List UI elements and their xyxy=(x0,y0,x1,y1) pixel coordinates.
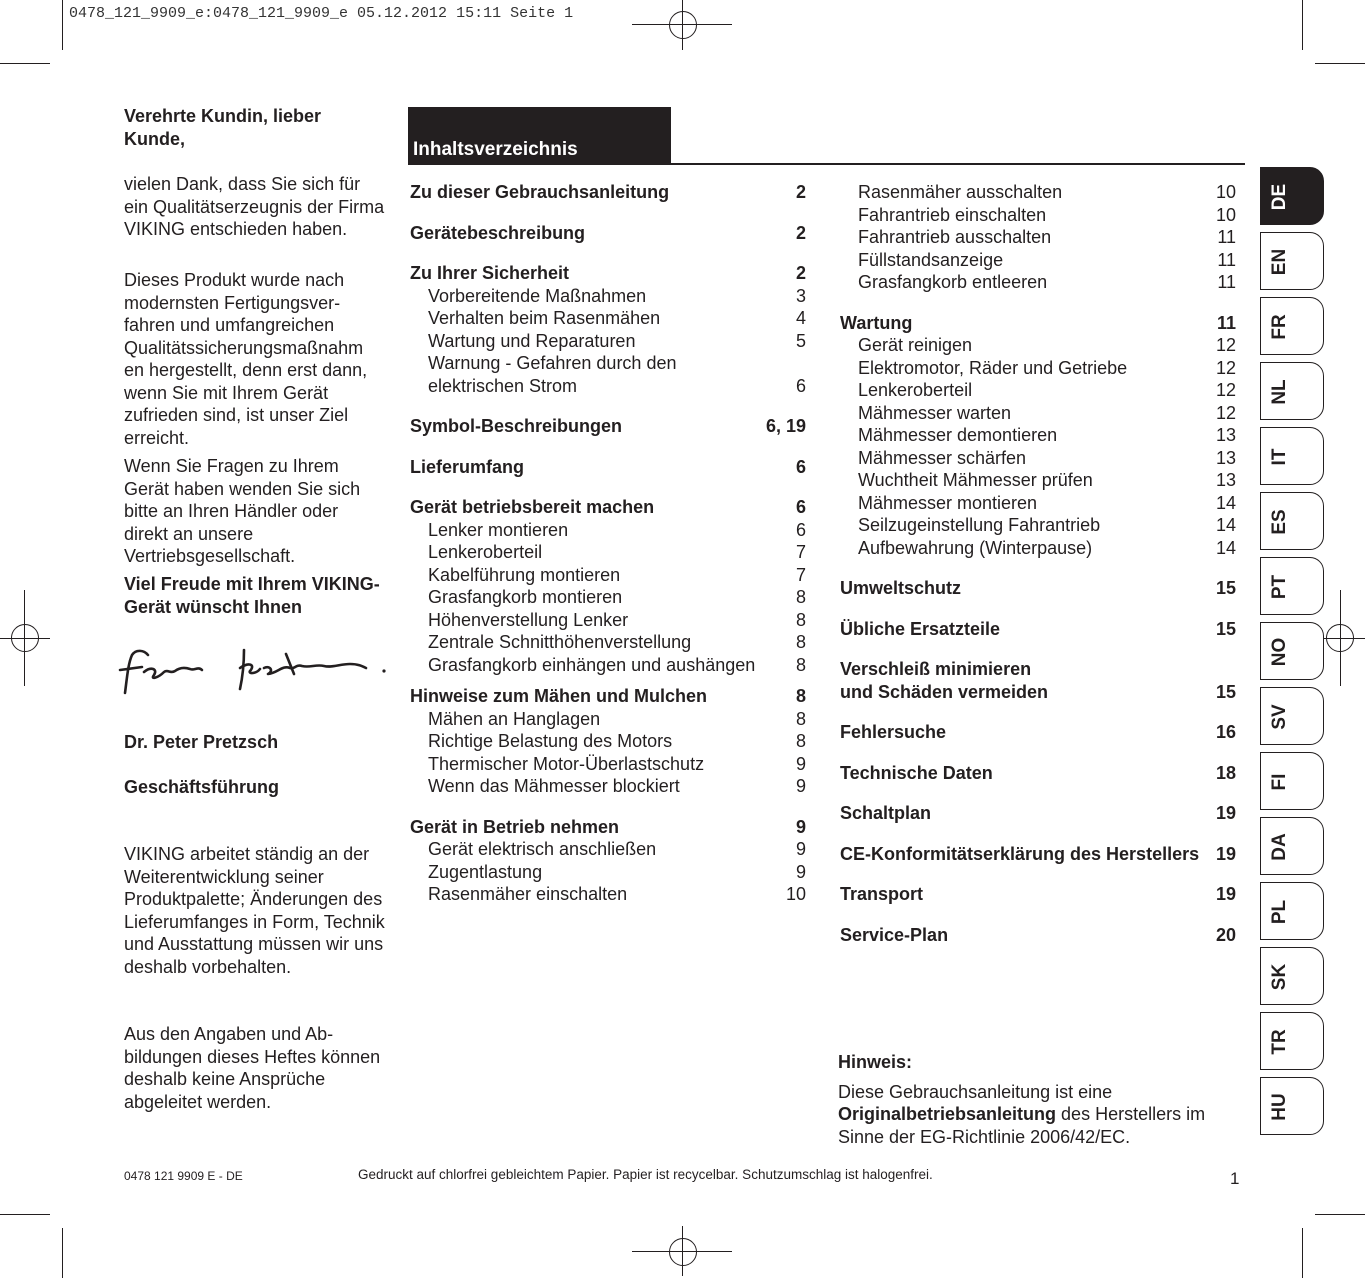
toc-entry-page: 13 xyxy=(1215,425,1236,445)
toc-spacer xyxy=(840,294,1236,312)
toc-section-entry[interactable] xyxy=(410,285,806,308)
toc-section-entry[interactable] xyxy=(840,469,1236,492)
toc-spacer xyxy=(840,600,1236,618)
toc-entry-title: Übliche Ersatzteile xyxy=(840,618,1001,639)
closing-line: Viel Freude mit Ihrem VIKING-Gerät wünscht Ihnen xyxy=(124,574,380,617)
toc-spacer xyxy=(840,906,1236,924)
toc-spacer xyxy=(410,204,806,222)
language-tab-fr[interactable] xyxy=(1260,297,1324,355)
toc-entry-page: 10 xyxy=(1215,182,1236,202)
toc-section-entry[interactable] xyxy=(410,352,806,375)
toc-chapter-entry[interactable] xyxy=(410,456,806,479)
toc-column-right xyxy=(840,181,1236,946)
toc-section-entry[interactable] xyxy=(410,307,806,330)
toc-entry-title: Technische Daten xyxy=(840,762,993,783)
toc-chapter-entry[interactable] xyxy=(840,681,1236,704)
language-tab-tr[interactable] xyxy=(1260,1012,1324,1070)
toc-entry-title: Wartung und Reparaturen xyxy=(428,330,636,351)
toc-spacer xyxy=(840,825,1236,843)
crop-mark xyxy=(0,1214,50,1215)
toc-entry-page: 14 xyxy=(1215,492,1236,513)
toc-entry-page: 6 xyxy=(795,375,806,396)
toc-entry-title: Rasenmäher einschalten xyxy=(428,884,628,904)
toc-entry-page: 4 xyxy=(795,308,806,328)
toc-entry-page: 8 xyxy=(795,654,806,675)
toc-title: Inhaltsverzeichnis xyxy=(413,139,578,160)
crop-mark xyxy=(1302,1228,1303,1278)
toc-entry-title: Thermischer Motor-Überlastschutz xyxy=(428,753,705,774)
toc-entry-title: Service-Plan xyxy=(840,924,949,945)
toc-entry-title: Zu Ihrer Sicherheit xyxy=(410,263,570,283)
toc-entry-page: 7 xyxy=(795,564,806,585)
toc-entry-title: Aufbewahrung (Winterpause) xyxy=(858,537,1093,558)
registration-mark xyxy=(669,1238,697,1266)
toc-section-entry[interactable] xyxy=(840,204,1236,227)
toc-entry-title: Verhalten beim Rasenmähen xyxy=(428,308,661,328)
toc-entry-page: 12 xyxy=(1215,380,1236,400)
crop-mark xyxy=(1315,63,1365,64)
toc-entry-page: 8 xyxy=(795,587,806,607)
toc-column-left xyxy=(410,181,806,906)
toc-entry-page: 6, 19 xyxy=(765,416,806,436)
intro-paragraph: vielen Dank, dass Sie sich für ein Qualitätserzeugnis der Firma VIKING entschieden haben. xyxy=(124,174,385,239)
toc-section-entry[interactable] xyxy=(840,514,1236,537)
language-tab-label: FR xyxy=(1269,314,1290,340)
language-tab-label: ES xyxy=(1269,509,1290,535)
toc-entry-page: 14 xyxy=(1215,537,1236,558)
toc-entry-title: Symbol-Beschreibungen xyxy=(410,416,623,436)
hint-box xyxy=(838,1051,1238,1148)
toc-entry-page: 13 xyxy=(1215,447,1236,468)
toc-entry-page: 7 xyxy=(795,542,806,562)
toc-entry-page: 11 xyxy=(1216,312,1236,333)
toc-entry-page: 8 xyxy=(795,609,806,630)
toc-section-entry[interactable] xyxy=(410,330,806,353)
toc-entry-title: Zugentlastung xyxy=(428,861,543,882)
toc-chapter-entry[interactable] xyxy=(410,222,806,245)
toc-entry-page: 19 xyxy=(1215,884,1236,904)
language-tab-label: EN xyxy=(1269,248,1290,276)
language-tab-label: HU xyxy=(1269,1093,1290,1121)
toc-section-entry[interactable] xyxy=(840,271,1236,294)
toc-spacer xyxy=(840,559,1236,577)
toc-spacer xyxy=(410,438,806,456)
language-tab-sv[interactable] xyxy=(1260,687,1324,745)
language-tab-label: SV xyxy=(1269,704,1290,730)
hint-title: Hinweis: xyxy=(838,1052,913,1072)
toc-entry-page: 18 xyxy=(1215,762,1236,783)
toc-spacer xyxy=(840,744,1236,762)
toc-entry-title: Transport xyxy=(840,884,924,904)
toc-entry-title: Gerät reinigen xyxy=(858,335,973,355)
toc-entry-page: 19 xyxy=(1215,843,1236,864)
toc-entry-page xyxy=(776,352,806,375)
toc-section-entry[interactable] xyxy=(840,226,1236,249)
toc-entry-page: 6 xyxy=(795,497,806,517)
toc-chapter-entry[interactable] xyxy=(840,883,1236,906)
signer-role: Geschäftsführung xyxy=(124,777,280,797)
toc-entry-page: 8 xyxy=(795,708,806,729)
language-tab-it[interactable] xyxy=(1260,427,1324,485)
toc-entry-title: Höhenverstellung Lenker xyxy=(428,609,629,630)
language-tab-pl[interactable] xyxy=(1260,882,1324,940)
toc-entry-page: 14 xyxy=(1215,515,1236,535)
toc-entry-page: 12 xyxy=(1215,402,1236,423)
toc-chapter-entry[interactable] xyxy=(840,312,1236,335)
language-tab-es[interactable] xyxy=(1260,492,1324,550)
toc-spacer xyxy=(840,703,1236,721)
toc-spacer xyxy=(410,244,806,262)
toc-chapter-entry[interactable] xyxy=(840,721,1236,744)
toc-section-entry[interactable] xyxy=(840,334,1236,357)
toc-entry-page: 6 xyxy=(795,456,806,477)
toc-entry-title: Grasfangkorb entleeren xyxy=(858,272,1048,292)
toc-entry-title: Elektromotor, Räder und Getriebe xyxy=(858,357,1128,378)
toc-section-entry[interactable] xyxy=(410,654,806,677)
language-tab-label: DA xyxy=(1269,833,1290,861)
toc-section-entry[interactable] xyxy=(410,753,806,776)
language-tab-label: IT xyxy=(1269,448,1290,466)
toc-entry-page: 12 xyxy=(1215,357,1236,378)
toc-section-entry[interactable] xyxy=(410,609,806,632)
print-slug: 0478_121_9909_e:0478_121_9909_e 05.12.2012 15:11 Seite 1 xyxy=(69,5,574,22)
toc-entry-title: Wartung xyxy=(840,312,913,333)
toc-entry-title: Umweltschutz xyxy=(840,578,962,598)
toc-section-entry[interactable] xyxy=(840,447,1236,470)
crop-mark xyxy=(1302,0,1303,50)
toc-entry-title: Lenkeroberteil xyxy=(428,542,543,562)
toc-entry-title: Zu dieser Gebrauchsanleitung xyxy=(410,182,670,202)
toc-entry-page: 11 xyxy=(1217,227,1236,247)
toc-entry-title: Gerät in Betrieb nehmen xyxy=(410,816,620,837)
disclaimer-paragraph: VIKING arbeitet ständig an der Weiterentwicklung seiner Produktpalette; Änderungen des Lieferumfanges in Form, Technik und Ausstattung müssen wir uns deshalb vorbehalten. xyxy=(124,844,385,977)
toc-entry-page: 9 xyxy=(795,839,806,859)
toc-section-entry[interactable] xyxy=(410,883,806,906)
toc-entry-title: Zentrale Schnitthöhenverstellung xyxy=(428,632,692,652)
toc-entry-title: CE-Konformitätserklärung des Herstellers xyxy=(840,843,1200,864)
toc-section-entry[interactable] xyxy=(410,775,806,798)
toc-spacer xyxy=(840,784,1236,802)
hint-text: Diese Gebrauchsanleitung ist eine Originalbetriebsanleitung des Herstellers im Sinne der EG-Richtlinie 2006/42/EC. xyxy=(838,1081,1206,1147)
toc-entry-title: Gerät elektrisch anschließen xyxy=(428,839,657,859)
registration-mark xyxy=(1326,624,1354,652)
toc-entry-title: Füllstandsanzeige xyxy=(858,249,1004,270)
toc-entry-title: Mähmesser schärfen xyxy=(858,447,1027,468)
toc-entry-page: 6 xyxy=(795,519,806,540)
toc-spacer xyxy=(410,478,806,496)
toc-section-entry[interactable] xyxy=(840,492,1236,515)
language-tab-label: SK xyxy=(1269,963,1290,991)
toc-entry-title: Grasfangkorb montieren xyxy=(428,587,623,607)
toc-entry-page: 11 xyxy=(1217,272,1236,292)
toc-entry-page xyxy=(1206,658,1236,681)
disclaimer-paragraph: Aus den Angaben und Ab- bildungen dieses Heftes können deshalb keine Ansprüche abgeleitet werden. xyxy=(124,1024,381,1112)
toc-header xyxy=(408,107,671,164)
toc-entry-title: Hinweise zum Mähen und Mulchen xyxy=(410,686,708,706)
toc-section-entry[interactable] xyxy=(840,379,1236,402)
language-tab-label: PL xyxy=(1269,899,1290,925)
toc-chapter-entry[interactable] xyxy=(410,685,806,708)
toc-entry-page: 8 xyxy=(795,632,806,652)
toc-entry-title: und Schäden vermeiden xyxy=(840,681,1049,702)
toc-chapter-entry[interactable] xyxy=(410,816,806,839)
toc-spacer xyxy=(410,397,806,415)
toc-entry-title: Rasenmäher ausschalten xyxy=(858,182,1063,202)
toc-entry-page: 10 xyxy=(1215,204,1236,225)
toc-entry-title: Lenker montieren xyxy=(428,519,569,540)
toc-entry-title: Fahrantrieb ausschalten xyxy=(858,227,1052,247)
toc-entry-page: 9 xyxy=(795,861,806,882)
language-tab-no[interactable] xyxy=(1260,622,1324,680)
toc-entry-page: 8 xyxy=(795,686,806,706)
toc-section-entry[interactable] xyxy=(410,375,806,398)
toc-spacer xyxy=(410,798,806,816)
language-tab-label: TR xyxy=(1269,1029,1290,1055)
toc-entry-page: 16 xyxy=(1215,722,1236,742)
language-tab-sk[interactable] xyxy=(1260,947,1324,1005)
toc-entry-page: 9 xyxy=(795,776,806,796)
toc-spacer xyxy=(840,865,1236,883)
toc-chapter-entry[interactable] xyxy=(840,802,1236,825)
toc-chapter-entry[interactable] xyxy=(840,762,1236,785)
toc-entry-page: 15 xyxy=(1215,578,1236,598)
toc-entry-title: Grasfangkorb einhängen und aushängen xyxy=(428,654,756,675)
toc-section-entry[interactable] xyxy=(410,586,806,609)
toc-entry-title: elektrischen Strom xyxy=(428,375,578,396)
toc-entry-title: Mähmesser montieren xyxy=(858,492,1038,513)
toc-section-entry[interactable] xyxy=(410,861,806,884)
toc-section-entry[interactable] xyxy=(840,402,1236,425)
signature-image xyxy=(118,640,390,700)
language-tab-label: PT xyxy=(1269,574,1290,600)
toc-entry-page: 11 xyxy=(1217,249,1236,270)
registration-mark xyxy=(669,11,697,39)
language-tab-fi[interactable] xyxy=(1260,752,1324,810)
toc-entry-title: Lenkeroberteil xyxy=(858,380,973,400)
toc-entry-page: 13 xyxy=(1215,470,1236,490)
toc-spacer xyxy=(410,676,806,685)
language-tab-hu[interactable] xyxy=(1260,1077,1324,1135)
toc-entry-page: 5 xyxy=(795,330,806,351)
toc-entry-title: Fahrantrieb einschalten xyxy=(858,204,1047,225)
toc-section-entry[interactable] xyxy=(840,424,1236,447)
crop-mark xyxy=(1315,1214,1365,1215)
toc-chapter-entry[interactable] xyxy=(840,658,1236,681)
crop-mark xyxy=(62,0,63,50)
toc-chapter-entry[interactable] xyxy=(840,618,1236,641)
toc-chapter-entry[interactable] xyxy=(410,262,806,285)
toc-spacer xyxy=(840,640,1236,658)
salutation: Verehrte Kundin, lieber Kunde, xyxy=(124,106,322,149)
toc-entry-page: 10 xyxy=(785,884,806,904)
language-tab-da[interactable] xyxy=(1260,817,1324,875)
toc-section-entry[interactable] xyxy=(840,249,1236,272)
language-tab-label: NO xyxy=(1269,637,1290,667)
toc-entry-page: 9 xyxy=(795,753,806,774)
paper-notice: Gedruckt auf chlorfrei gebleichtem Papier. Papier ist recycelbar. Schutzumschlag ist halogenfrei. xyxy=(358,1167,933,1182)
intro-paragraph: Dieses Produkt wurde nach modernsten Fertigungsver- fahren und umfangreichen Qualitätssicherungsmaßnahm en hergestellt, denn erst dann, wenn Sie mit Ihrem Gerät zufrieden sind, ist unser Ziel erreicht. xyxy=(124,270,368,448)
toc-entry-title: Mähen an Hanglagen xyxy=(428,708,601,729)
toc-section-entry[interactable] xyxy=(410,541,806,564)
toc-entry-title: Gerät betriebsbereit machen xyxy=(410,497,655,517)
language-tab-en[interactable] xyxy=(1260,232,1324,290)
language-tab-label: FI xyxy=(1269,773,1290,791)
intro-paragraph: Wenn Sie Fragen zu Ihrem Gerät haben wenden Sie sich bitte an Ihren Händler oder direkt an unsere Vertriebsgesellschaft. xyxy=(124,456,361,566)
toc-section-entry[interactable] xyxy=(410,730,806,753)
toc-section-entry[interactable] xyxy=(410,564,806,587)
signer-name: Dr. Peter Pretzsch xyxy=(124,732,279,752)
language-tab-label: NL xyxy=(1269,379,1290,405)
toc-section-entry[interactable] xyxy=(410,631,806,654)
toc-entry-title: Seilzugeinstellung Fahrantrieb xyxy=(858,515,1101,535)
toc-entry-title: Wuchtheit Mähmesser prüfen xyxy=(858,470,1093,490)
toc-entry-page: 15 xyxy=(1215,618,1236,639)
toc-entry-title: Richtige Belastung des Motors xyxy=(428,731,673,751)
toc-entry-title: Gerätebeschreibung xyxy=(410,222,586,243)
toc-entry-page: 2 xyxy=(795,182,806,202)
toc-section-entry[interactable] xyxy=(840,181,1236,204)
toc-chapter-entry[interactable] xyxy=(410,496,806,519)
toc-entry-title: Warnung - Gefahren durch den xyxy=(428,353,677,373)
toc-entry-title: Wenn das Mähmesser blockiert xyxy=(428,776,680,796)
crop-mark xyxy=(0,63,50,64)
toc-entry-page: 2 xyxy=(795,222,806,243)
toc-section-entry[interactable] xyxy=(410,519,806,542)
toc-entry-title: Kabelführung montieren xyxy=(428,564,621,585)
toc-entry-page: 8 xyxy=(795,731,806,751)
language-tab-de[interactable] xyxy=(1260,167,1324,225)
toc-section-entry[interactable] xyxy=(840,357,1236,380)
registration-mark xyxy=(11,624,39,652)
toc-chapter-entry[interactable] xyxy=(410,415,806,438)
crop-mark xyxy=(62,1228,63,1278)
toc-chapter-entry[interactable] xyxy=(840,577,1236,600)
toc-entry-title: Mähmesser demontieren xyxy=(858,425,1058,445)
toc-entry-page: 15 xyxy=(1215,681,1236,702)
toc-entry-page: 12 xyxy=(1215,335,1236,355)
toc-entry-title: Fehlersuche xyxy=(840,722,947,742)
toc-entry-title: Vorbereitende Maßnahmen xyxy=(428,285,647,306)
document-code: 0478 121 9909 E - DE xyxy=(124,1169,243,1183)
toc-entry-title: Verschleiß minimieren xyxy=(840,659,1032,679)
toc-entry-title: Lieferumfang xyxy=(410,456,525,477)
toc-entry-page: 3 xyxy=(795,285,806,306)
toc-section-entry[interactable] xyxy=(410,838,806,861)
toc-entry-page: 9 xyxy=(795,816,806,837)
toc-chapter-entry[interactable] xyxy=(840,843,1236,866)
toc-entry-page: 2 xyxy=(795,263,806,283)
language-tab-pt[interactable] xyxy=(1260,557,1324,615)
page-number: 1 xyxy=(1230,1169,1240,1188)
toc-entry-title: Schaltplan xyxy=(840,803,932,823)
toc-entry-page: 20 xyxy=(1215,924,1236,945)
toc-divider xyxy=(408,163,1245,165)
language-tab-nl[interactable] xyxy=(1260,362,1324,420)
toc-chapter-entry[interactable] xyxy=(410,181,806,204)
toc-section-entry[interactable] xyxy=(840,537,1236,560)
toc-chapter-entry[interactable] xyxy=(840,924,1236,947)
toc-section-entry[interactable] xyxy=(410,708,806,731)
toc-entry-title: Mähmesser warten xyxy=(858,402,1012,423)
toc-entry-page: 19 xyxy=(1215,803,1236,823)
language-tab-label: DE xyxy=(1269,183,1290,211)
